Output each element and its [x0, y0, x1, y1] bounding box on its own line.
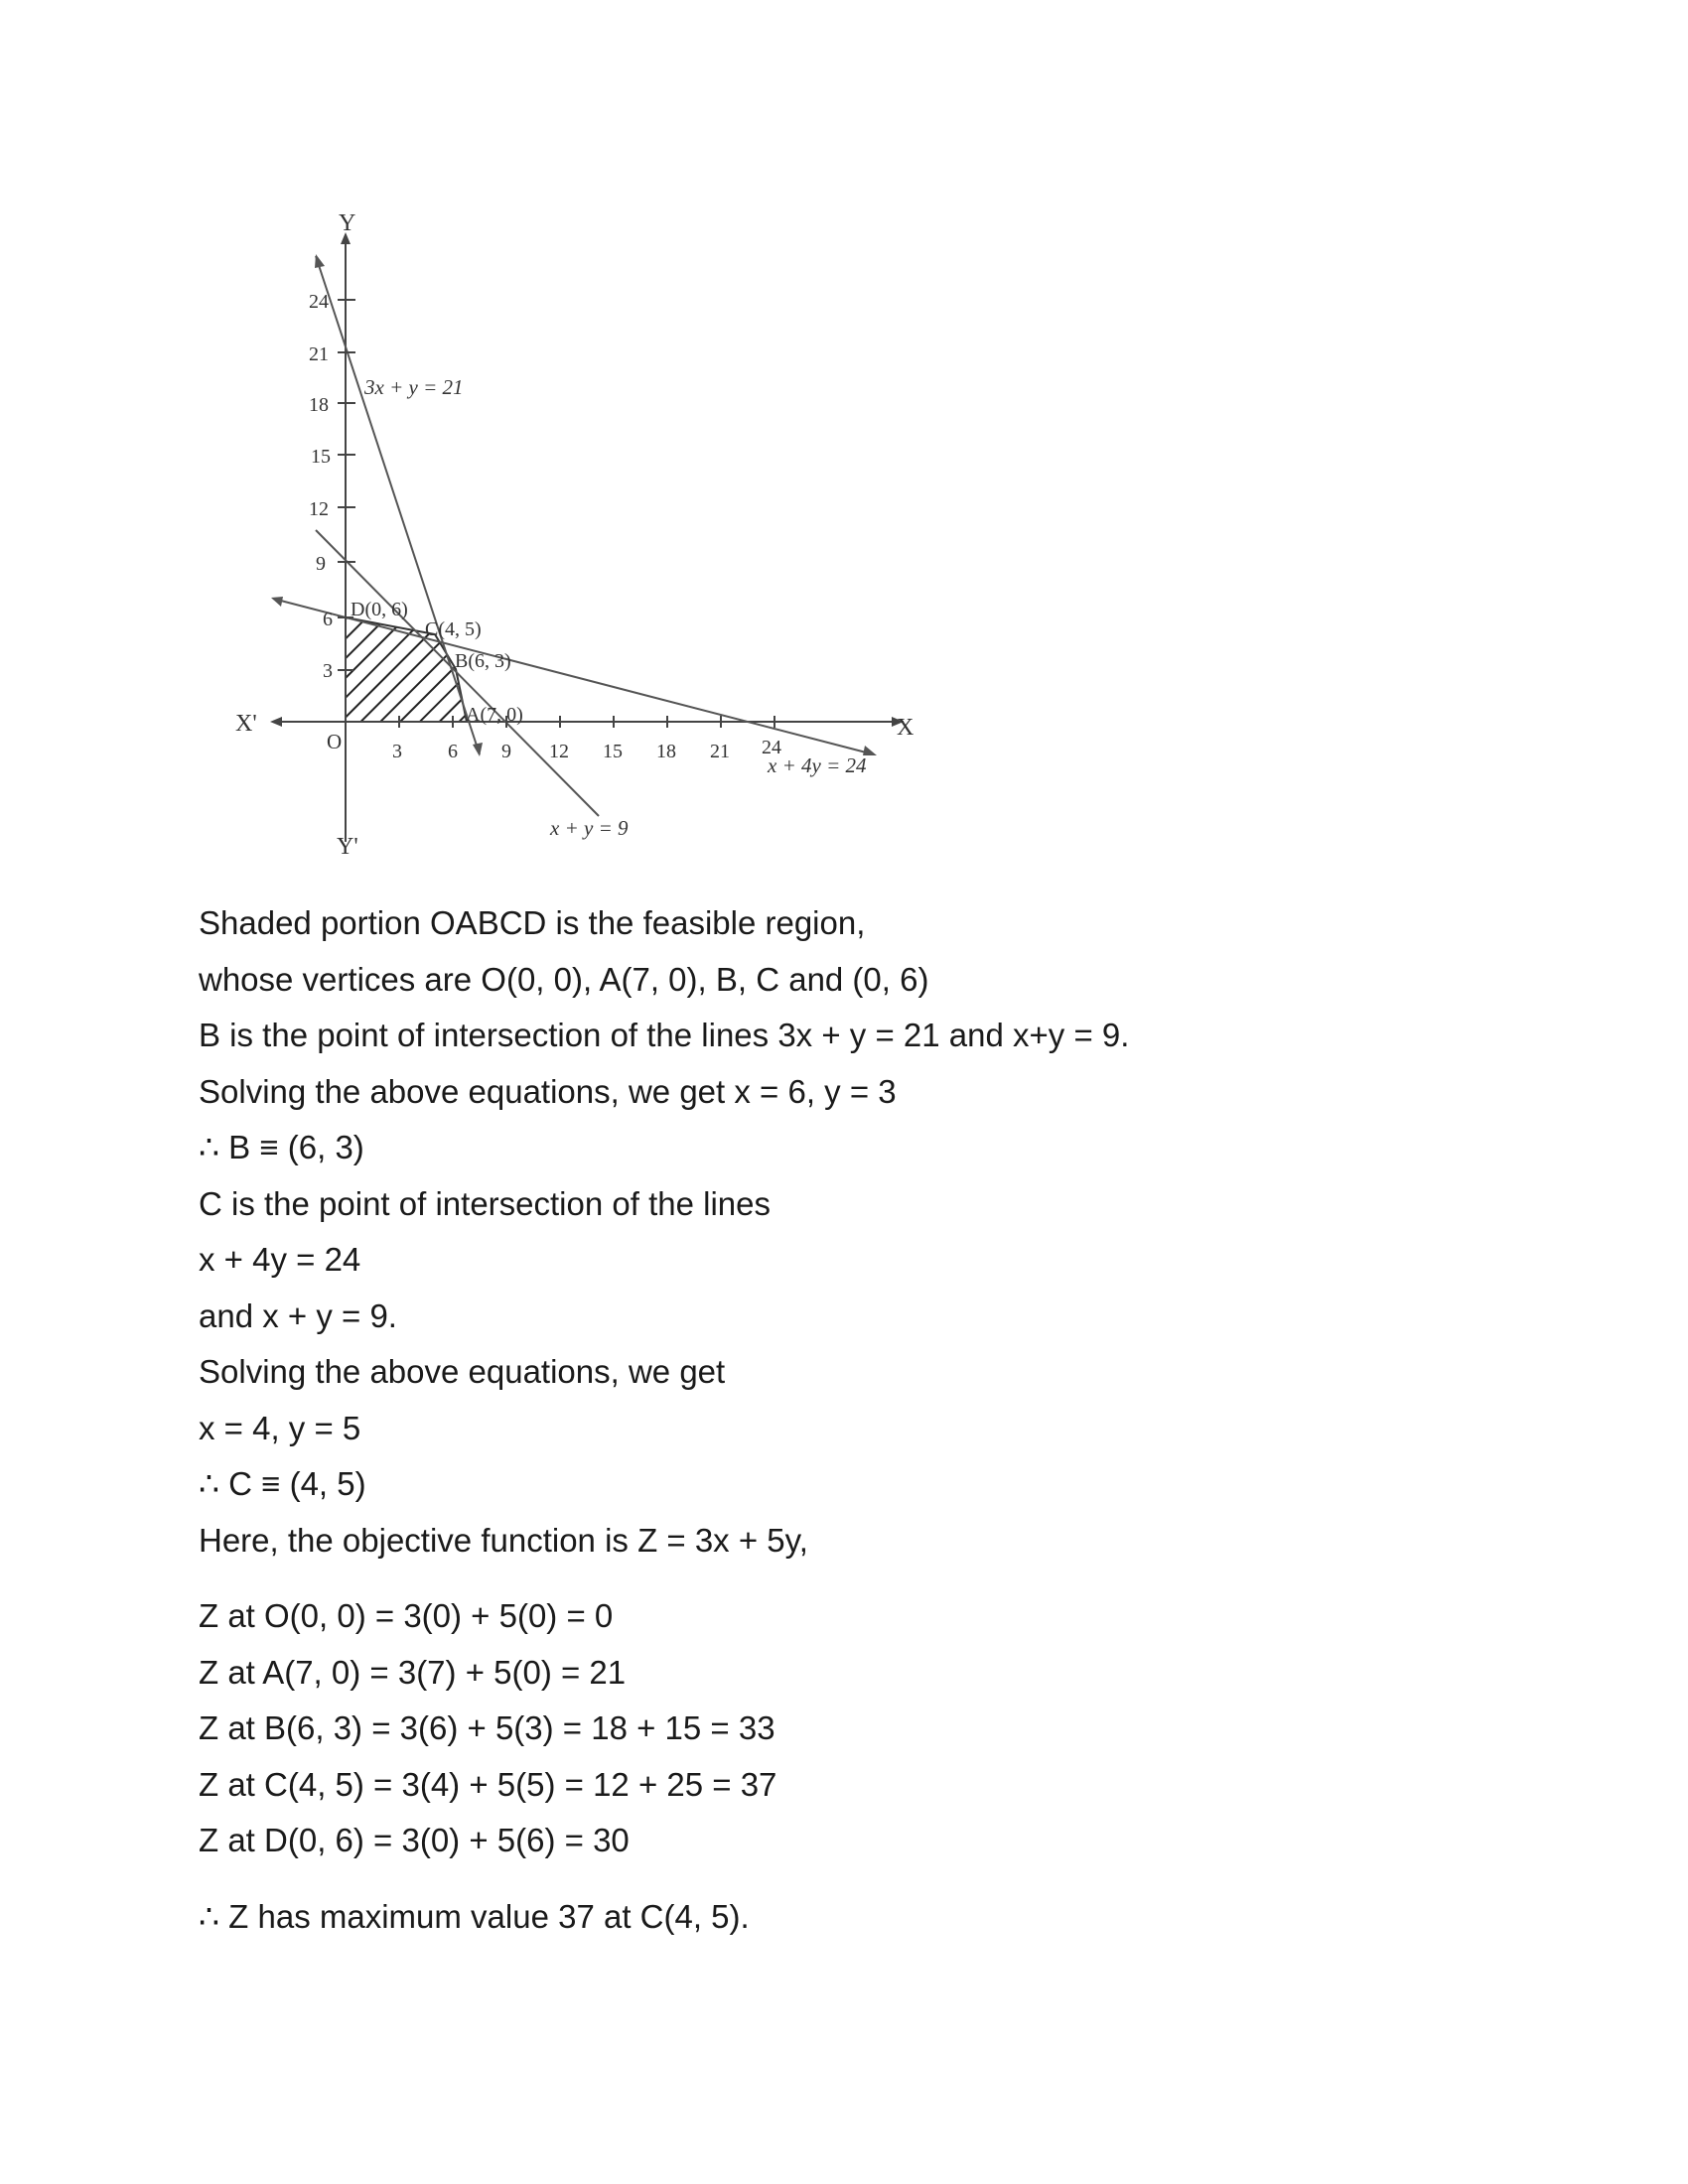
x-tick-label: 6	[448, 741, 458, 762]
origin-label: O	[327, 730, 343, 753]
x-tick-label: 3	[392, 741, 402, 762]
x-tick-label: 12	[549, 741, 569, 762]
label-3x-plus-y-21: 3x + y = 21	[364, 375, 464, 399]
solution-line: ∴ C ≡ (4, 5)	[199, 1465, 366, 1502]
solution-line: Solving the above equations, we get	[199, 1353, 726, 1390]
solution-line: ∴ B ≡ (6, 3)	[199, 1129, 364, 1165]
solution-line: Shaded portion OABCD is the feasible region,	[199, 904, 866, 941]
z-evaluation-line: Z at A(7, 0) = 3(7) + 5(0) = 21	[199, 1653, 627, 1691]
x-tick-label: 24	[762, 737, 781, 758]
spacer	[199, 1869, 1589, 1889]
solution-line: B is the point of intersection of the lines 3x + y = 21 and x+y = 9.	[199, 1017, 1130, 1053]
label-point-a: A(7, 0)	[466, 704, 523, 726]
z-evaluation-line: Z at D(0, 6) = 3(0) + 5(6) = 30	[199, 1822, 630, 1858]
label-x-plus-4y-24: x + 4y = 24	[768, 753, 867, 777]
solution-line: Here, the objective function is Z = 3x + 5y,	[199, 1521, 808, 1559]
solution-line: x = 4, y = 5	[199, 1409, 361, 1446]
y-tick-label: 15	[311, 446, 331, 468]
y-tick-label: 6	[323, 609, 333, 630]
line-x4y-arrow-start	[271, 597, 283, 607]
y-tick-label: 9	[316, 553, 326, 575]
label-point-b: B(6, 3)	[455, 650, 511, 672]
x-tick-label: 15	[603, 741, 623, 762]
x-tick-label: 21	[710, 741, 730, 762]
axis-label-y-neg: Y'	[337, 834, 358, 860]
label-x-plus-y-9: x + y = 9	[550, 816, 629, 840]
solution-text	[199, 895, 1589, 1945]
spacer	[199, 1569, 1589, 1588]
axis-label-y: Y	[339, 210, 356, 236]
y-tick-label: 21	[309, 343, 329, 365]
conclusion-line: ∴ Z has maximum value 37 at C(4, 5).	[199, 1897, 750, 1935]
solution-line: x + 4y = 24	[199, 1241, 361, 1278]
solution-line: C is the point of intersection of the lines	[199, 1184, 771, 1222]
line-3x-arrow-start	[315, 254, 325, 268]
solution-line: Solving the above equations, we get x = 6, y = 3	[199, 1072, 897, 1110]
x-axis-arrow-left	[270, 717, 282, 727]
axis-label-x: X	[897, 715, 914, 741]
y-tick-label: 12	[309, 498, 329, 520]
axis-label-x-neg: X'	[235, 711, 257, 737]
graph-figure	[0, 0, 1688, 893]
y-tick-label: 3	[323, 660, 333, 682]
y-tick-label: 18	[309, 394, 329, 416]
x-tick-label: 9	[501, 741, 511, 762]
line-3x-arrow-end	[473, 743, 483, 756]
y-tick-label: 24	[309, 291, 329, 313]
z-evaluation-line: Z at B(6, 3) = 3(6) + 5(3) = 18 + 15 = 33	[199, 1709, 775, 1746]
z-evaluation-line: Z at C(4, 5) = 3(4) + 5(5) = 12 + 25 = 37	[199, 1765, 777, 1803]
label-point-c: C(4, 5)	[425, 618, 482, 640]
solution-line: and x + y = 9.	[199, 1297, 397, 1334]
x-tick-label: 18	[656, 741, 676, 762]
z-evaluation-line: Z at O(0, 0) = 3(0) + 5(0) = 0	[199, 1597, 614, 1634]
solution-line: whose vertices are O(0, 0), A(7, 0), B, C and (0, 6)	[199, 960, 929, 998]
feasible-region-graph	[0, 0, 1688, 893]
label-point-d: D(0, 6)	[351, 599, 408, 620]
